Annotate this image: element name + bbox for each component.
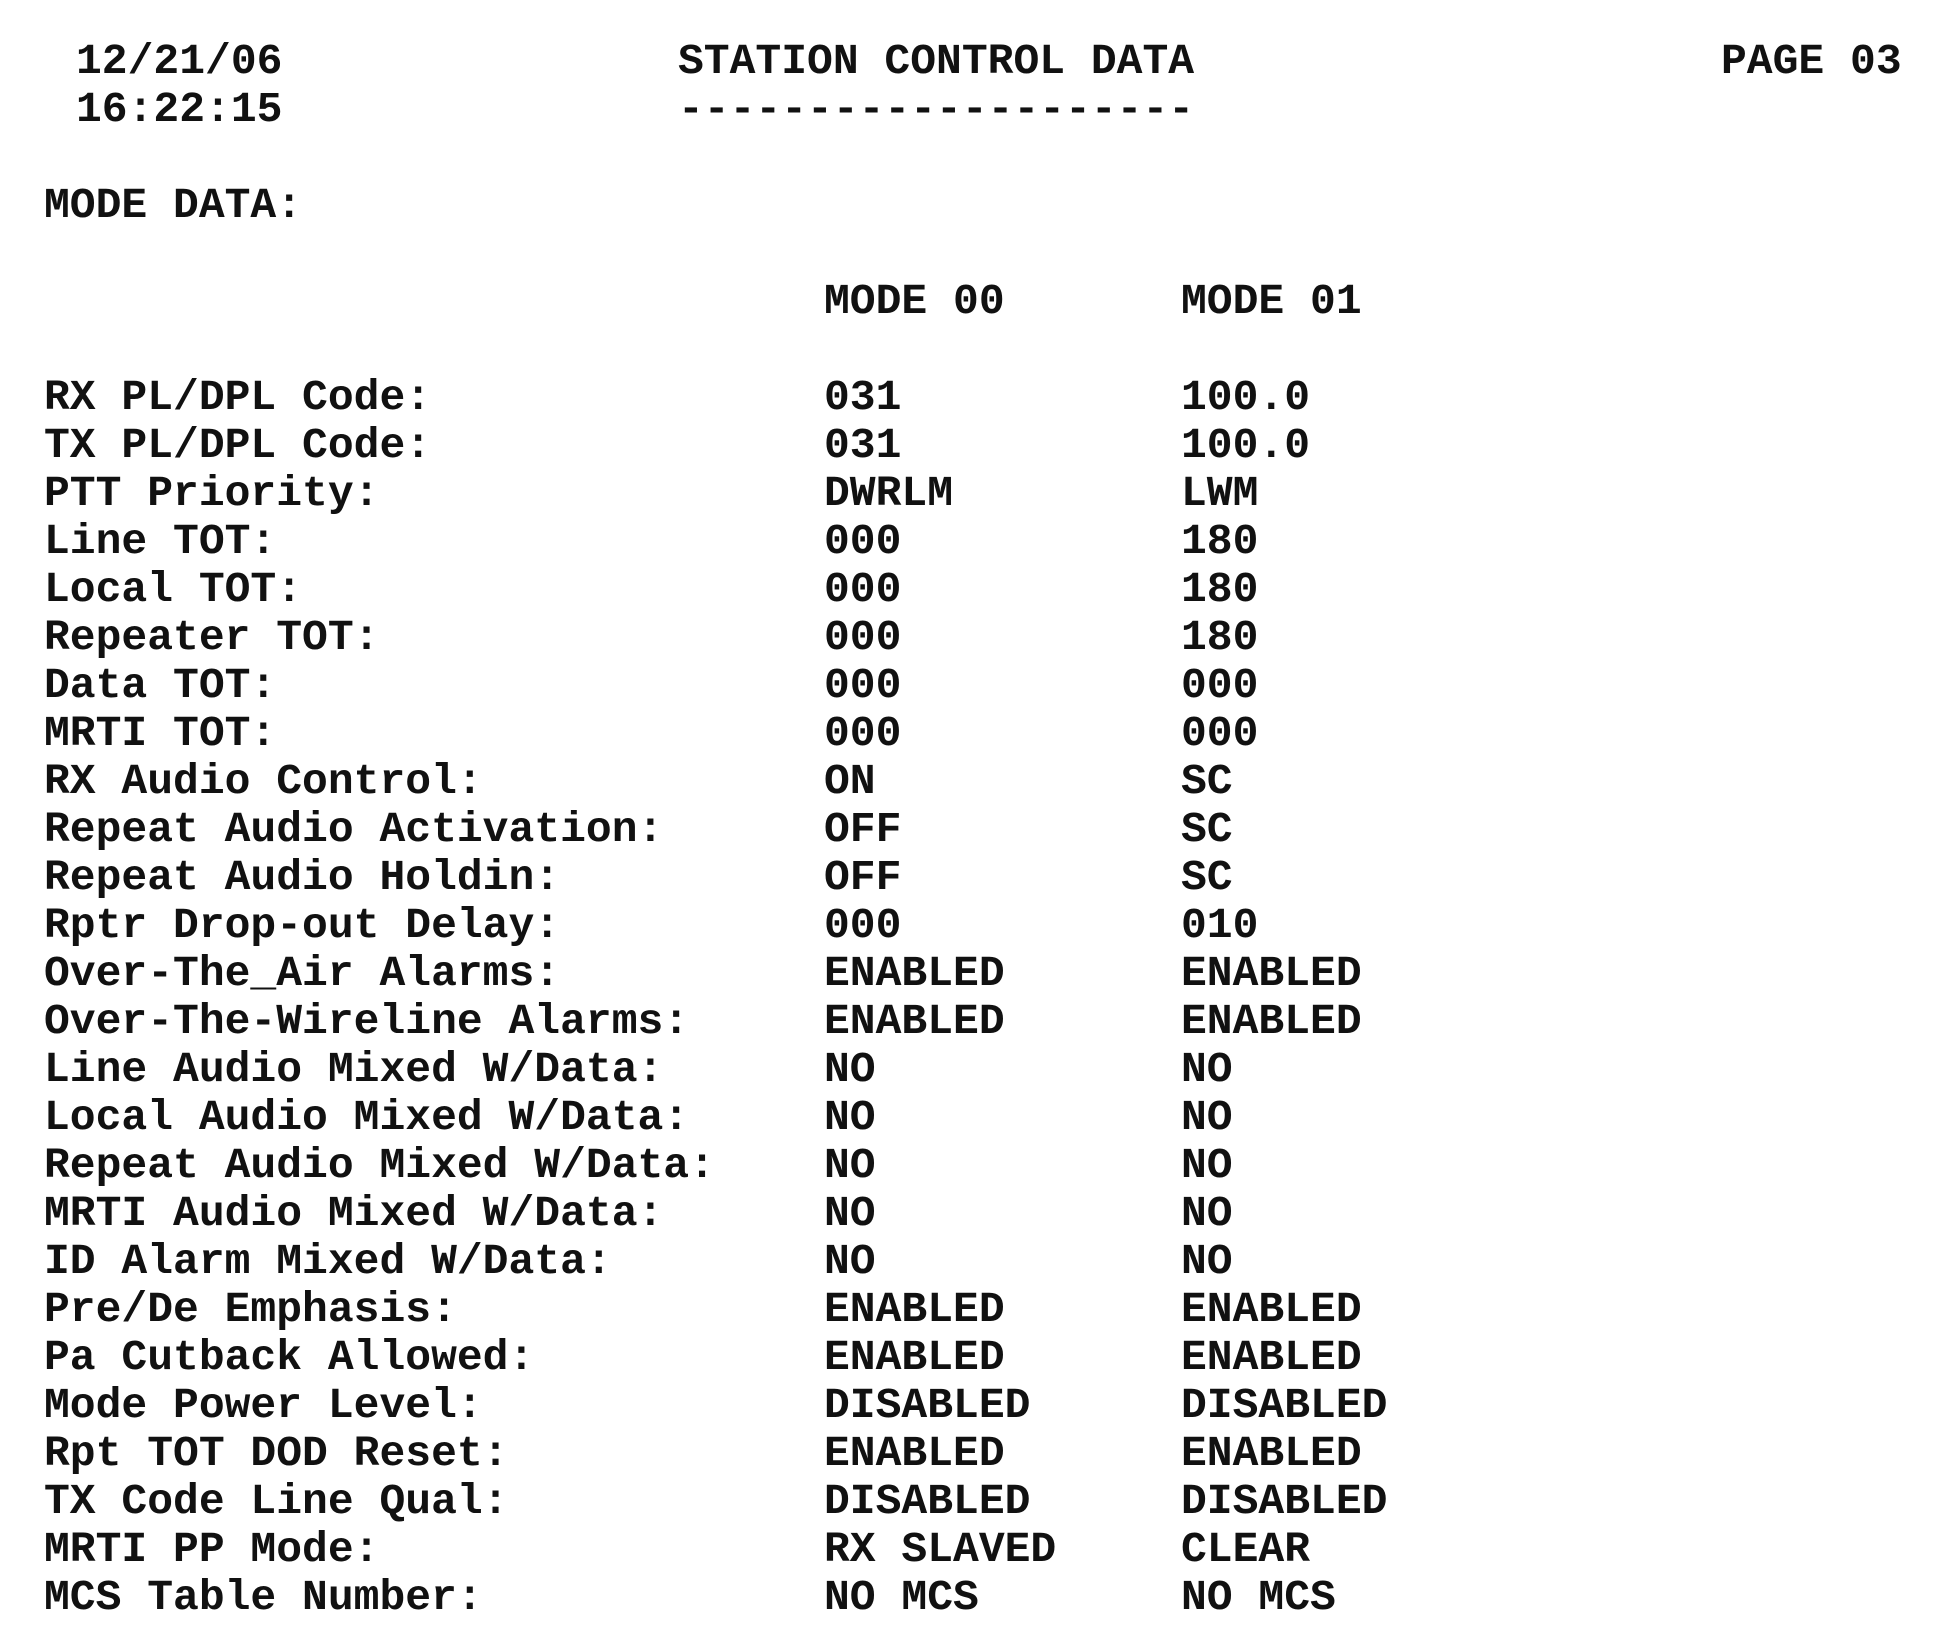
mode-00-value: DISABLED <box>824 1477 1031 1526</box>
row-label: Over-The_Air Alarms: <box>44 949 561 998</box>
row-label: MRTI Audio Mixed W/Data: <box>44 1189 664 1238</box>
mode-00-value: DWRLM <box>824 469 954 518</box>
mode-00-value: NO <box>824 1045 876 1094</box>
page-title: STATION CONTROL DATA <box>678 37 1195 86</box>
mode-01-value: CLEAR <box>1181 1525 1311 1574</box>
mode-01-value: 000 <box>1181 709 1259 758</box>
mode-01-value: 180 <box>1181 517 1259 566</box>
row-label: Mode Power Level: <box>44 1381 483 1430</box>
row-label: TX PL/DPL Code: <box>44 421 432 470</box>
row-label: Data TOT: <box>44 661 277 710</box>
mode-01-value: SC <box>1181 805 1233 854</box>
mode-00-value: OFF <box>824 853 902 902</box>
mode-01-value: SC <box>1181 757 1233 806</box>
mode-01-value: LWM <box>1181 469 1259 518</box>
mode-00-value: NO <box>824 1141 876 1190</box>
mode-01-value: DISABLED <box>1181 1477 1388 1526</box>
column-header-mode-00: MODE 00 <box>824 277 1005 326</box>
mode-01-value: NO <box>1181 1189 1233 1238</box>
mode-01-value: SC <box>1181 853 1233 902</box>
mode-01-value: DISABLED <box>1181 1381 1388 1430</box>
mode-01-value: ENABLED <box>1181 1333 1362 1382</box>
mode-00-value: DISABLED <box>824 1381 1031 1430</box>
mode-00-value: 000 <box>824 709 902 758</box>
mode-00-value: NO <box>824 1093 876 1142</box>
row-label: Rptr Drop-out Delay: <box>44 901 561 950</box>
mode-00-value: ENABLED <box>824 1429 1005 1478</box>
row-label: RX PL/DPL Code: <box>44 373 432 422</box>
row-label: Repeat Audio Activation: <box>44 805 664 854</box>
row-label: Pre/De Emphasis: <box>44 1285 457 1334</box>
row-label: Local TOT: <box>44 565 303 614</box>
mode-01-value: NO <box>1181 1093 1233 1142</box>
row-label: Repeat Audio Holdin: <box>44 853 561 902</box>
row-label: Line TOT: <box>44 517 277 566</box>
mode-01-value: ENABLED <box>1181 1429 1362 1478</box>
mode-00-value: OFF <box>824 805 902 854</box>
mode-01-value: ENABLED <box>1181 1285 1362 1334</box>
mode-00-value: RX SLAVED <box>824 1525 1057 1574</box>
mode-01-value: NO <box>1181 1237 1233 1286</box>
mode-00-value: NO <box>824 1237 876 1286</box>
mode-01-value: ENABLED <box>1181 997 1362 1046</box>
mode-01-value: 180 <box>1181 613 1259 662</box>
mode-00-value: 000 <box>824 565 902 614</box>
mode-00-value: 031 <box>824 421 902 470</box>
mode-01-value: NO <box>1181 1045 1233 1094</box>
row-label: MRTI PP Mode: <box>44 1525 380 1574</box>
mode-00-value: 000 <box>824 613 902 662</box>
row-label: ID Alarm Mixed W/Data: <box>44 1237 612 1286</box>
mode-00-value: ENABLED <box>824 1333 1005 1382</box>
row-label: Repeater TOT: <box>44 613 380 662</box>
row-label: Repeat Audio Mixed W/Data: <box>44 1141 715 1190</box>
mode-00-value: ENABLED <box>824 997 1005 1046</box>
mode-00-value: 000 <box>824 661 902 710</box>
row-label: Local Audio Mixed W/Data: <box>44 1093 690 1142</box>
row-label: MRTI TOT: <box>44 709 277 758</box>
mode-00-value: NO <box>824 1189 876 1238</box>
row-label: PTT Priority: <box>44 469 380 518</box>
mode-01-value: 100.0 <box>1181 421 1311 470</box>
mode-01-value: NO MCS <box>1181 1573 1336 1622</box>
mode-01-value: 010 <box>1181 901 1259 950</box>
report-time: 16:22:15 <box>76 85 283 134</box>
title-underline: -------------------- <box>678 85 1195 134</box>
row-label: Over-The-Wireline Alarms: <box>44 997 690 1046</box>
mode-00-value: ON <box>824 757 876 806</box>
column-header-mode-01: MODE 01 <box>1181 277 1362 326</box>
row-label: RX Audio Control: <box>44 757 483 806</box>
row-label: Rpt TOT DOD Reset: <box>44 1429 509 1478</box>
mode-00-value: 000 <box>824 901 902 950</box>
mode-00-value: 031 <box>824 373 902 422</box>
mode-00-value: ENABLED <box>824 949 1005 998</box>
row-label: Line Audio Mixed W/Data: <box>44 1045 664 1094</box>
row-label: TX Code Line Qual: <box>44 1477 509 1526</box>
page-number: PAGE 03 <box>1721 37 1902 86</box>
mode-01-value: 100.0 <box>1181 373 1311 422</box>
mode-01-value: 180 <box>1181 565 1259 614</box>
report-date: 12/21/06 <box>76 37 283 86</box>
section-label: MODE DATA: <box>44 181 303 230</box>
row-label: MCS Table Number: <box>44 1573 483 1622</box>
mode-00-value: NO MCS <box>824 1573 979 1622</box>
mode-01-value: NO <box>1181 1141 1233 1190</box>
mode-01-value: ENABLED <box>1181 949 1362 998</box>
row-label: Pa Cutback Allowed: <box>44 1333 535 1382</box>
mode-01-value: 000 <box>1181 661 1259 710</box>
mode-00-value: ENABLED <box>824 1285 1005 1334</box>
mode-00-value: 000 <box>824 517 902 566</box>
